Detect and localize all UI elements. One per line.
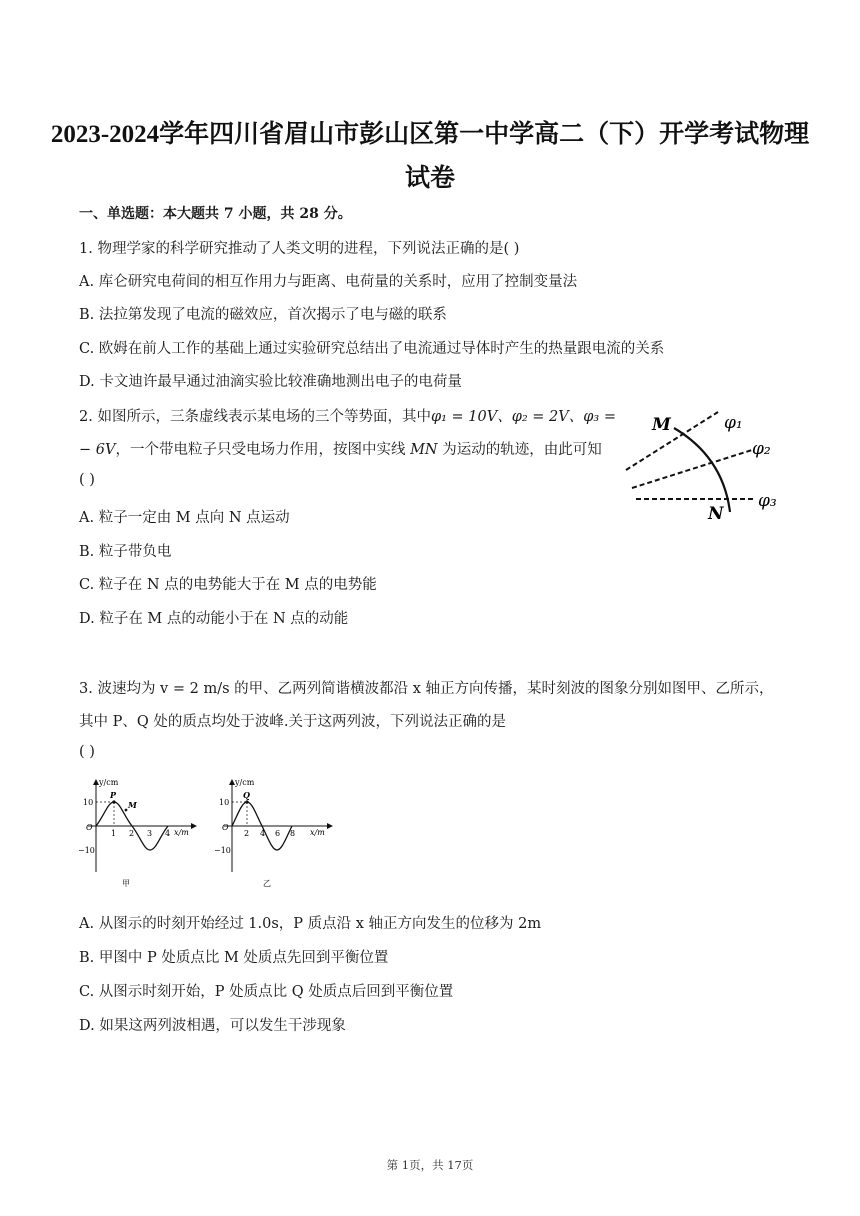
point-m bbox=[125, 809, 128, 812]
x-tick: 4 bbox=[165, 829, 171, 838]
y-axis-label: y/cm bbox=[235, 778, 255, 787]
q2-stem-text2: ，一个带电粒子只受电场力作用，按图中实线 bbox=[115, 442, 406, 458]
x-tick: 8 bbox=[290, 829, 296, 838]
q1-stem: 1. 物理学家的科学研究推动了人类文明的进程，下列说法正确的是( ) bbox=[79, 241, 520, 257]
x-axis-label: x/m bbox=[310, 828, 325, 837]
figure-caption: 甲 bbox=[122, 879, 130, 888]
q2-stem-line2 bbox=[79, 438, 602, 459]
y-tick-pos: 10 bbox=[219, 798, 230, 807]
origin-label: O bbox=[222, 823, 229, 832]
q3-wave-figure-jia bbox=[78, 776, 203, 891]
q3-option-c: C. 从图示时刻开始，P 处质点比 Q 处质点后回到平衡位置 bbox=[79, 984, 454, 1000]
x-tick: 2 bbox=[244, 829, 250, 838]
q3-stem-line1: 3. 波速均为 v = 2 m/s 的甲、乙两列简谐横波都沿 x 轴正方向传播，某时刻波的图象分别如图甲、乙所示， bbox=[79, 681, 774, 697]
section-heading: 一、单选题：本大题共 7 小题，共 28 分。 bbox=[79, 206, 352, 222]
q2-phi3-value: − 6V bbox=[79, 442, 116, 458]
q3-option-d: D. 如果这两列波相遇，可以发生干涉现象 bbox=[79, 1018, 346, 1034]
origin-label: O bbox=[86, 823, 93, 832]
y-tick-neg: −10 bbox=[78, 846, 95, 855]
y-tick-pos: 10 bbox=[83, 798, 94, 807]
y-axis-label: y/cm bbox=[99, 778, 119, 787]
q2-option-d: D. 粒子在 M 点的动能小于在 N 点的动能 bbox=[79, 611, 349, 627]
q2-stem-text3: 为运动的轨迹，由此可知 bbox=[442, 442, 602, 458]
label-m: M bbox=[128, 800, 137, 810]
q2-equipotential-figure bbox=[618, 402, 788, 520]
x-tick: 2 bbox=[129, 829, 135, 838]
y-tick-neg: −10 bbox=[214, 846, 231, 855]
q2-option-b: B. 粒子带负电 bbox=[79, 544, 172, 560]
label-p: P bbox=[110, 790, 117, 800]
q2-stem-line3: ( ) bbox=[79, 472, 95, 488]
q2-mn-label: MN bbox=[410, 442, 438, 458]
q2-phi-values: φ₁ = 10V、φ₂ = 2V、φ₃ = bbox=[430, 409, 616, 425]
page-title-line1: 2023-2024学年四川省眉山市彭山区第一中学高二（下）开学考试物理 bbox=[50, 121, 810, 148]
q2-stem-line1 bbox=[79, 405, 616, 426]
label-m: M bbox=[652, 415, 671, 435]
q3-stem-line3: ( ) bbox=[79, 744, 95, 760]
page-title-line2: 试卷 bbox=[404, 165, 455, 192]
q1-option-a: A. 库仑研究电荷间的相互作用力与距离、电荷量的关系时，应用了控制变量法 bbox=[79, 274, 578, 290]
label-phi2: φ₂ bbox=[752, 439, 771, 459]
label-n: N bbox=[708, 504, 724, 520]
q3-stem-line2: 其中 P、Q 处的质点均处于波峰.关于这两列波，下列说法正确的是 bbox=[79, 714, 506, 730]
label-q: Q bbox=[243, 790, 250, 800]
x-tick: 3 bbox=[147, 829, 153, 838]
x-axis-label: x/m bbox=[174, 828, 189, 837]
q1-option-c: C. 欧姆在前人工作的基础上通过实验研究总结出了电流通过导体时产生的热量跟电流的关系 bbox=[79, 341, 665, 357]
q1-option-d: D. 卡文迪许最早通过油滴实验比较准确地测出电子的电荷量 bbox=[79, 374, 462, 390]
q2-option-c: C. 粒子在 N 点的电势能大于在 M 点的电势能 bbox=[79, 577, 377, 593]
page-footer: 第 1页，共 17页 bbox=[386, 1158, 474, 1172]
x-tick: 4 bbox=[260, 829, 266, 838]
equipotential-line-1 bbox=[626, 412, 718, 470]
label-phi3: φ₃ bbox=[758, 491, 777, 511]
figure-caption: 乙 bbox=[263, 879, 271, 888]
point-q bbox=[245, 800, 248, 803]
point-p bbox=[112, 800, 115, 803]
x-tick: 1 bbox=[111, 829, 117, 838]
x-tick: 6 bbox=[275, 829, 281, 838]
q3-option-a: A. 从图示的时刻开始经过 1.0s，P 质点沿 x 轴正方向发生的位移为 2m bbox=[79, 916, 542, 932]
q1-option-b: B. 法拉第发现了电流的磁效应，首次揭示了电与磁的联系 bbox=[79, 307, 447, 323]
q2-option-a: A. 粒子一定由 M 点向 N 点运动 bbox=[79, 510, 290, 526]
q3-wave-figure-yi bbox=[214, 776, 339, 891]
q2-stem-text: 2. 如图所示，三条虚线表示某电场的三个等势面，其中 bbox=[79, 409, 431, 425]
label-phi1: φ₁ bbox=[724, 413, 743, 433]
q3-option-b: B. 甲图中 P 处质点比 M 处质点先回到平衡位置 bbox=[79, 950, 389, 966]
